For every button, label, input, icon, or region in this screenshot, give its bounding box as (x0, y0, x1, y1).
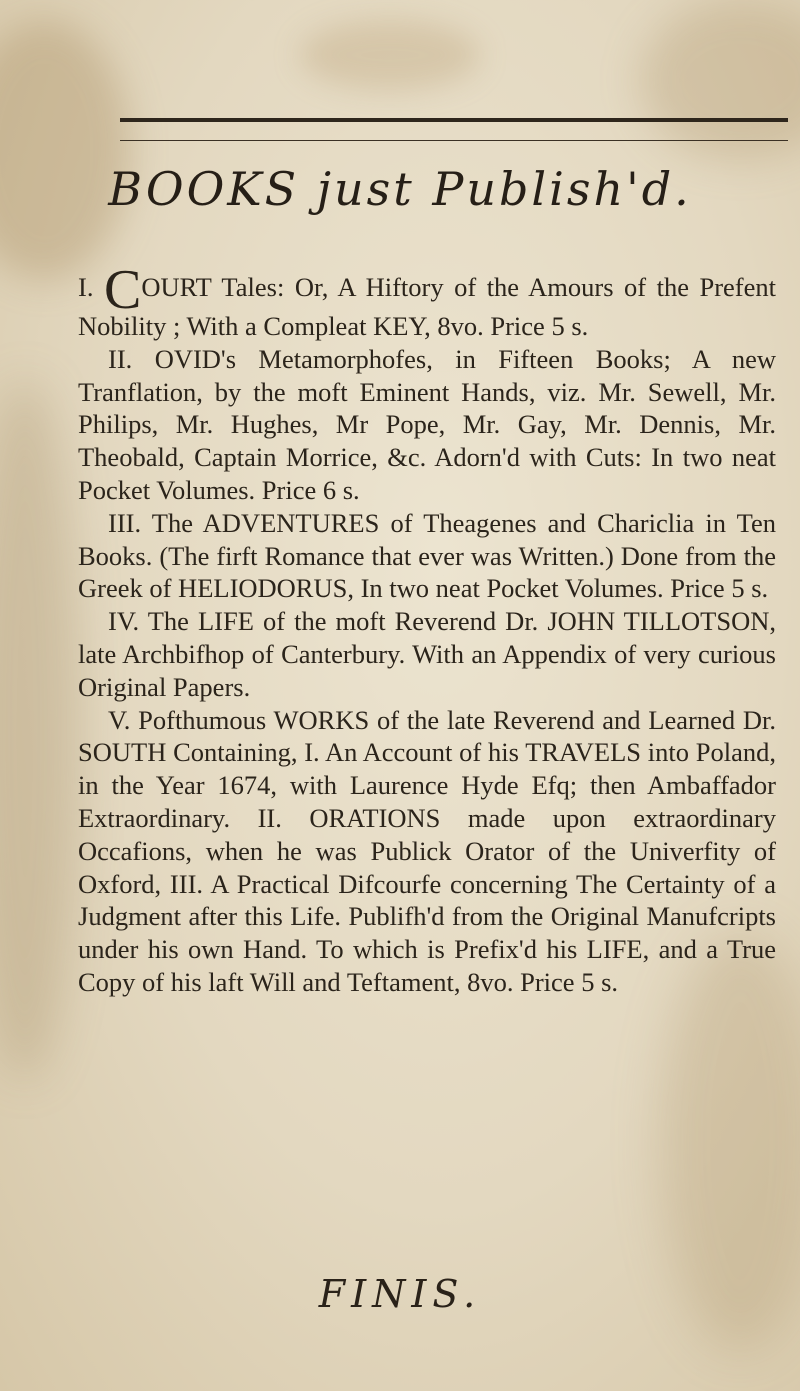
book-item-2-number: II. (108, 343, 133, 374)
top-rule-thin (120, 140, 788, 141)
drop-capital: C (103, 259, 142, 321)
finis-mark: FINIS. (318, 1272, 482, 1316)
book-item-1 (78, 259, 776, 343)
page-heading: BOOKS just Publish'd. (108, 162, 692, 216)
book-item-3-text: The ADVENTURES of Theagenes and Chariclia in Ten Books. (The firft Romance that ever was Written.) Done from the Greek of HELIODORUS, In two neat Pocket Volumes. Price 5 s. (78, 507, 776, 604)
book-item-4-text: The LIFE of the moft Reverend Dr. JOHN TILLOTSON, late Archbifhop of Canterbury. With an Appendix of very curious Original Papers. (78, 606, 776, 702)
book-item-3 (78, 507, 776, 605)
book-item-4-number: IV. (108, 606, 140, 637)
book-item-4 (78, 605, 776, 703)
book-item-5-text: Pofthumous WORKS of the late Reverend and Learned Dr. SOUTH Containing, I. An Account of his TRAVELS into Poland, in the Year 1674, with Laurence Hyde Efq; then Ambaffador Extraordinary. II. ORATIONS made upon extraordinary Occafions, when he was Publick Orator of the Univerfity of Oxford, III. A Practical Difcourfe concerning The Certainty of a Judgment after this Life. Publifh'd from the Original Manufcripts under his own Hand. To which is Prefix'd his LIFE, and a True Copy of his laft Will and Teftament, 8vo. Price 5 s. (78, 704, 776, 997)
book-item-1-text: OURT Tales: Or, A Hiftory of the Amours of the Prefent Nobility ; With a Compleat KEY, 8vo. Price 5 s. (78, 272, 776, 341)
book-item-5 (78, 704, 776, 999)
book-item-3-number: III. (108, 507, 142, 538)
top-rule-thick (120, 118, 788, 122)
book-item-1-number: I. (78, 272, 94, 302)
book-item-2-text: OVID's Metamorphofes, in Fifteen Books; A new Tranflation, by the moft Eminent Hands, viz. Mr. Sewell, Mr. Philips, Mr. Hughes, Mr Pope, Mr. Gay, Mr. Dennis, Mr. Theobald, Captain Morrice, &c. Adorn'd with Cuts: In two neat Pocket Volumes. Price 6 s. (78, 343, 776, 505)
book-item-2 (78, 343, 776, 507)
book-item-5-number: V. (108, 704, 131, 735)
book-list (78, 259, 776, 999)
